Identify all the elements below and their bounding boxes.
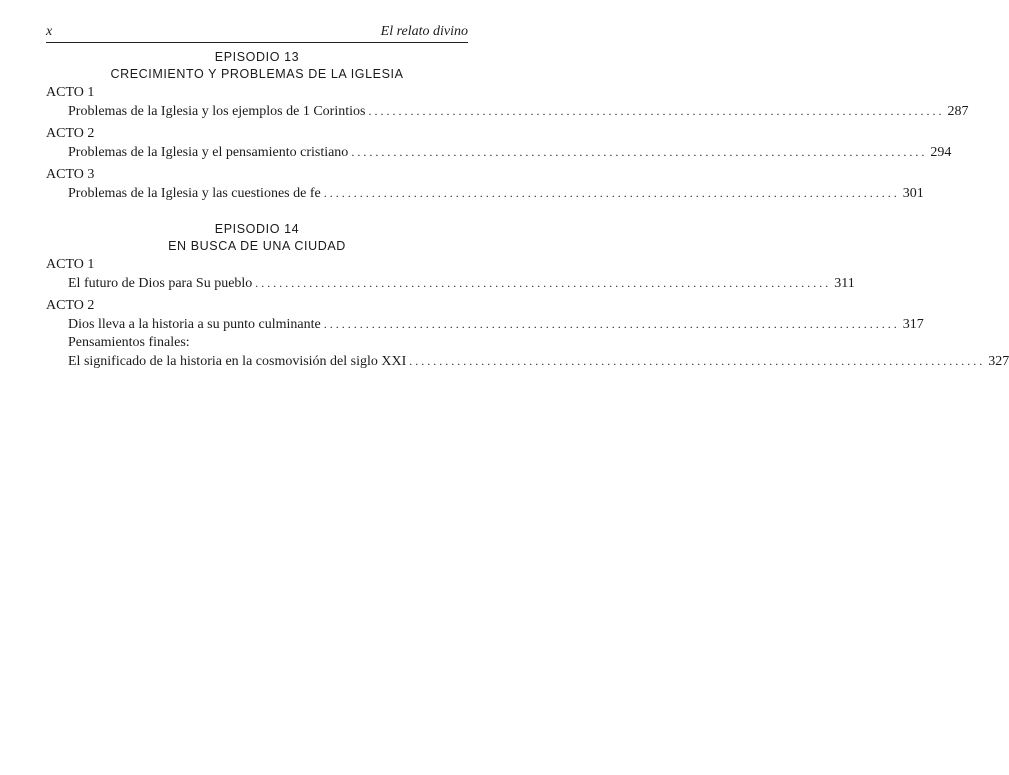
toc-entry[interactable] xyxy=(46,143,952,162)
act-label: ACTO 2 xyxy=(46,298,95,313)
toc-entry-title: Problemas de la Iglesia y el pensamiento cristiano xyxy=(68,145,349,160)
episode-13-title: EPISODIO 13 xyxy=(214,50,300,64)
dot-leader: ................................................................................................ xyxy=(255,276,832,290)
toc-entry-page: 301 xyxy=(902,186,924,201)
dot-leader: ................................................................................................ xyxy=(323,317,900,331)
toc-entry[interactable] xyxy=(46,352,1009,371)
page-number: x xyxy=(46,24,53,39)
toc-entry-page: 327 xyxy=(988,354,1009,369)
toc-entry[interactable] xyxy=(46,184,924,203)
toc-entry[interactable] xyxy=(46,274,855,293)
act-label: ACTO 1 xyxy=(46,257,95,272)
closing-heading: Pensamientos finales: xyxy=(68,335,190,350)
toc-entry[interactable] xyxy=(46,315,924,334)
toc-entry-title: El significado de la historia en la cosmovisión del siglo XXI xyxy=(68,354,407,369)
act-label: ACTO 1 xyxy=(46,85,95,100)
toc-entry-page: 287 xyxy=(947,104,969,119)
running-header xyxy=(46,22,468,43)
dot-leader: ................................................................................................ xyxy=(368,104,945,118)
spacer xyxy=(46,207,468,221)
episode-13-subtitle: CRECIMIENTO Y PROBLEMAS DE LA IGLESIA xyxy=(110,67,404,81)
book-title: El relato divino xyxy=(380,24,468,39)
dot-leader: ................................................................................................ xyxy=(351,145,928,159)
toc-entry-title: El futuro de Dios para Su pueblo xyxy=(68,276,253,291)
toc-entry-title: Problemas de la Iglesia y los ejemplos de 1 Corintios xyxy=(68,104,366,119)
episode-14-title: EPISODIO 14 xyxy=(214,222,300,236)
toc-entry[interactable] xyxy=(46,102,969,121)
toc-entry-page: 311 xyxy=(834,276,855,291)
episode-14-subtitle: EN BUSCA DE UNA CIUDAD xyxy=(168,239,346,253)
dot-leader: ................................................................................................ xyxy=(323,186,900,200)
toc-entry-title: Problemas de la Iglesia y las cuestiones de fe xyxy=(68,186,321,201)
act-label: ACTO 3 xyxy=(46,167,95,182)
toc-entry-title: Dios lleva a la historia a su punto culminante xyxy=(68,317,321,332)
dot-leader: ................................................................................................ xyxy=(409,354,986,368)
table-of-contents xyxy=(46,49,1009,375)
toc-entry-page: 294 xyxy=(930,145,952,160)
toc-entry-page: 317 xyxy=(902,317,924,332)
act-label: ACTO 2 xyxy=(46,126,95,141)
